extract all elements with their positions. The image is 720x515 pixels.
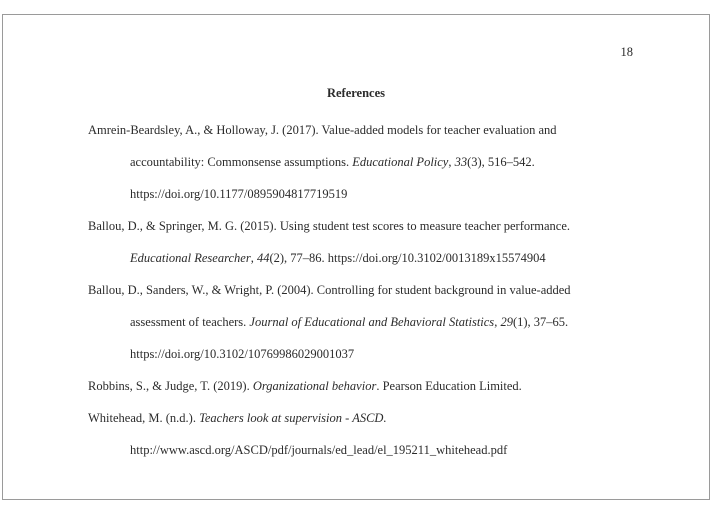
journal-volume: 44 bbox=[256, 251, 270, 265]
reference-entry bbox=[88, 402, 688, 466]
book-title: Organizational behavior bbox=[252, 379, 377, 393]
reference-text: , bbox=[448, 155, 455, 169]
reference-line bbox=[88, 210, 688, 242]
reference-text: Robbins, S., & Judge, T. (2019). bbox=[88, 379, 253, 393]
doi-link[interactable]: https://doi.org/10.3102/10769986029001037 bbox=[130, 347, 355, 361]
reference-text: Ballou, D., Sanders, W., & Wright, P. (2004). Controlling for student background in value-added bbox=[88, 283, 571, 297]
reference-text: (1), 37–65. bbox=[512, 315, 569, 329]
reference-text: Whitehead, M. (n.d.). bbox=[88, 411, 200, 425]
reference-line bbox=[88, 402, 688, 434]
journal-title: Educational Policy bbox=[352, 155, 449, 169]
reference-text: Amrein-Beardsley, A., & Holloway, J. (2017). Value-added models for teacher evaluation and bbox=[88, 123, 557, 137]
journal-volume: 29 bbox=[500, 315, 513, 329]
journal-volume: 33 bbox=[454, 155, 468, 169]
reference-entry bbox=[88, 274, 688, 370]
reference-text: (3), 516–542. bbox=[467, 155, 535, 169]
reference-entry bbox=[88, 210, 688, 274]
reference-line bbox=[88, 338, 688, 370]
reference-line bbox=[88, 146, 688, 178]
references-heading: References bbox=[326, 86, 386, 100]
journal-title: Journal of Educational and Behavioral Statistics bbox=[249, 315, 495, 329]
reference-text: (2), 77–86. https://doi.org/10.3102/0013189x15574904 bbox=[269, 251, 546, 265]
reference-line bbox=[88, 274, 688, 306]
reference-line bbox=[88, 178, 688, 210]
reference-text: assessment of teachers. bbox=[130, 315, 250, 329]
article-title: Teachers look at supervision - ASCD. bbox=[199, 411, 387, 425]
document-page bbox=[2, 14, 710, 500]
reference-line bbox=[88, 306, 688, 338]
reference-text: , bbox=[250, 251, 257, 265]
reference-line bbox=[88, 370, 688, 402]
reference-list bbox=[88, 114, 688, 466]
reference-line bbox=[88, 434, 688, 466]
reference-text: . Pearson Education Limited. bbox=[376, 379, 522, 393]
reference-entry bbox=[88, 114, 688, 210]
doi-link[interactable]: https://doi.org/10.1177/0895904817719519 bbox=[130, 187, 348, 201]
reference-entry bbox=[88, 370, 688, 402]
url-link[interactable]: http://www.ascd.org/ASCD/pdf/journals/ed_lead/el_195211_whitehead.pdf bbox=[130, 443, 508, 457]
reference-text: , bbox=[494, 315, 501, 329]
journal-title: Educational Researcher bbox=[130, 251, 251, 265]
reference-line bbox=[88, 242, 688, 274]
reference-text: Ballou, D., & Springer, M. G. (2015). Using student test scores to measure teacher performance. bbox=[88, 219, 571, 233]
reference-text: accountability: Commonsense assumptions. bbox=[130, 155, 353, 169]
page-number: 18 bbox=[620, 45, 633, 59]
reference-line bbox=[88, 114, 688, 146]
